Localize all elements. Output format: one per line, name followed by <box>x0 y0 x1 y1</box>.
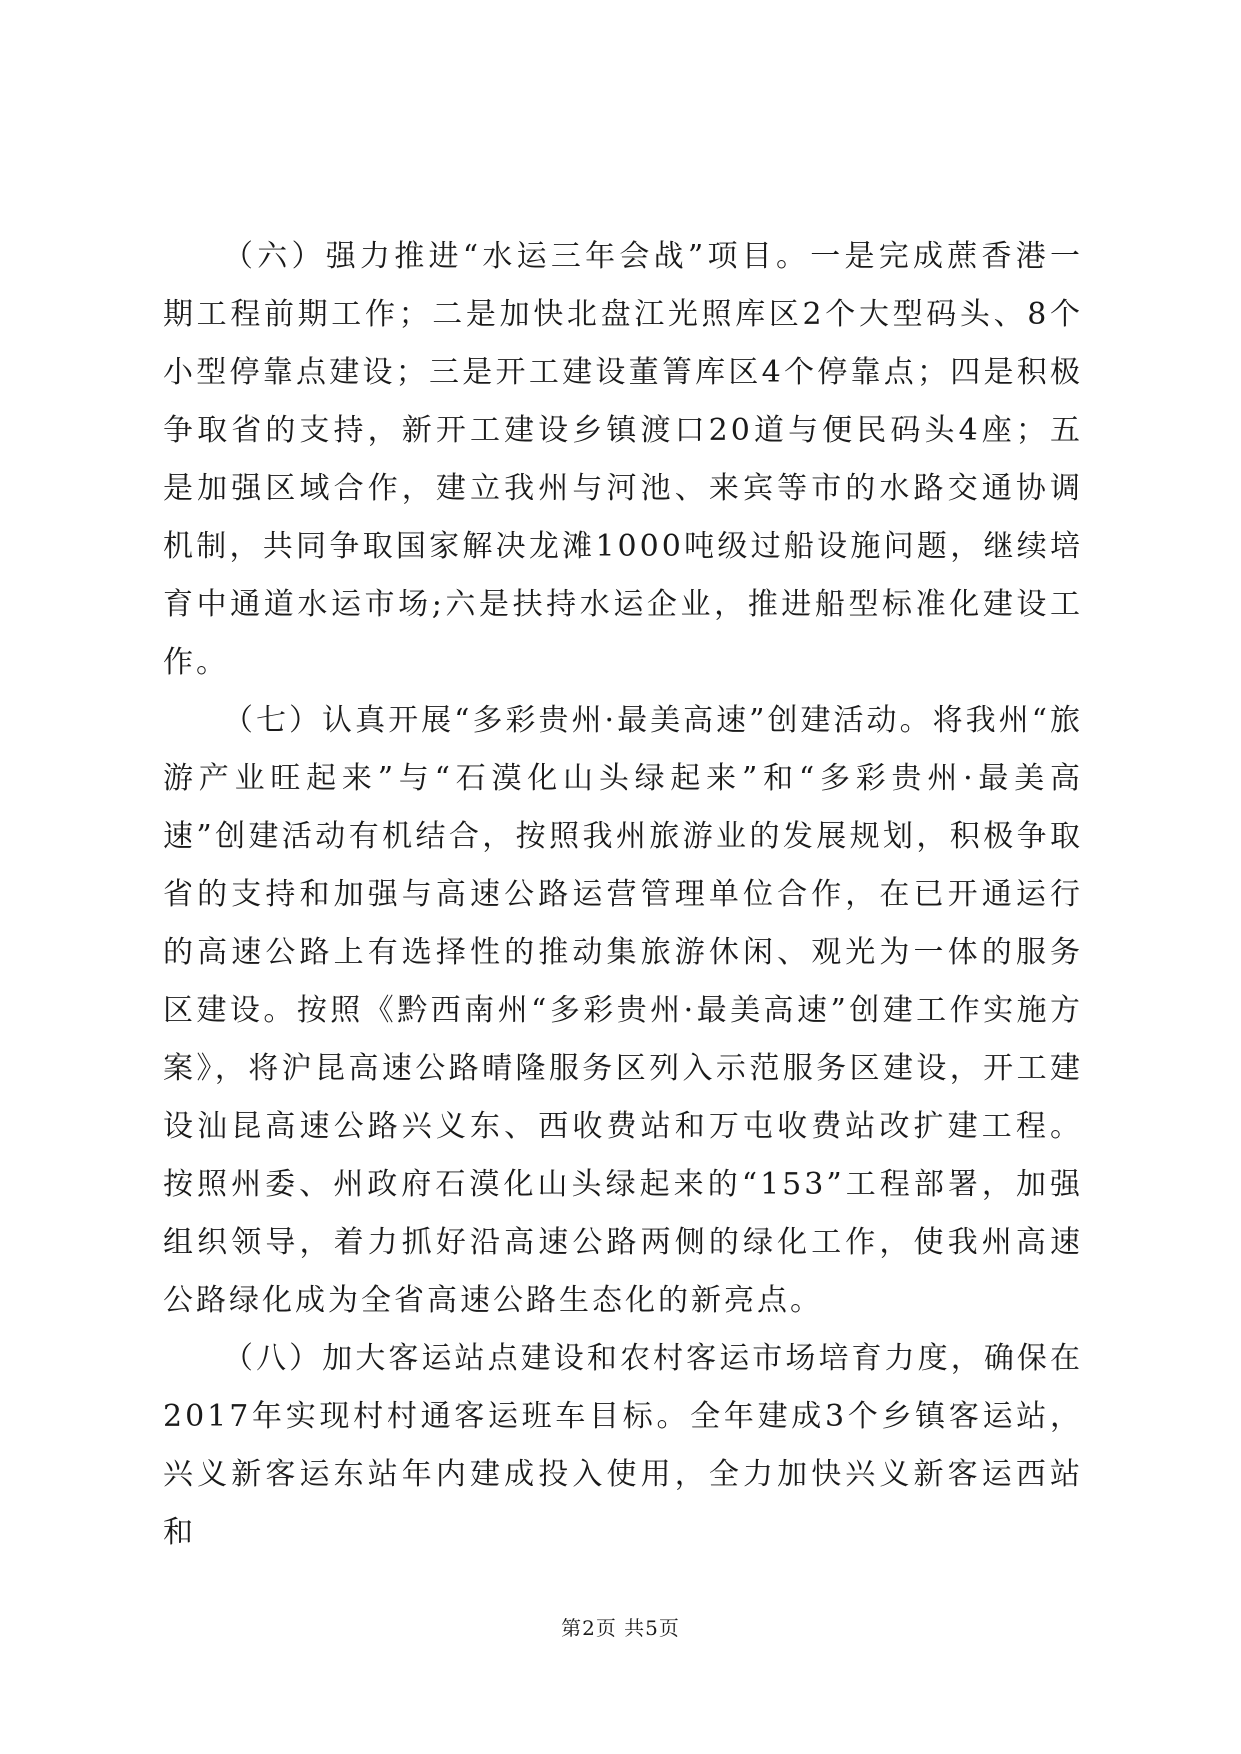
paragraph-7-highway: （七）认真开展“多彩贵州·最美高速”创建活动。将我州“旅游产业旺起来”与“石漠化山头绿起来”和“多彩贵州·最美高速”创建活动有机结合，按照我州旅游业的发展规划，积极争取省的支持和加强与高速公路运营管理单位合作，在已开通运行的高速公路上有选择性的推动集旅游休闲、观光为一体的服务区建设。按照《黔西南州“多彩贵州·最美高速”创建工作实施方案》，将沪昆高速公路晴隆服务区列入示范服务区建设，开工建设汕昆高速公路兴义东、西收费站和万屯收费站改扩建工程。按照州委、州政府石漠化山头绿起来的“153”工程部署，加强组织领导，着力抓好沿高速公路两侧的绿化工作，使我州高速公路绿化成为全省高速公路生态化的新亮点。 <box>163 703 1083 1318</box>
page-number-footer: 第2页 共5页 <box>561 1616 680 1640</box>
document-body <box>163 228 1083 1562</box>
paragraph-8-passenger-stations: （八）加大客运站点建设和农村客运市场培育力度，确保在2017年实现村村通客运班车目标。全年建成3个乡镇客运站，兴义新客运东站年内建成投入使用，全力加快兴义新客运西站和 <box>163 1341 1083 1550</box>
paragraph-6-waterway: （六）强力推进“水运三年会战”项目。一是完成蔗香港一期工程前期工作；二是加快北盘江光照库区2个大型码头、8个小型停靠点建设；三是开工建设董箐库区4个停靠点；四是积极争取省的支持，新开工建设乡镇渡口20道与便民码头4座；五是加强区域合作，建立我州与河池、来宾等市的水路交通协调机制，共同争取国家解决龙滩1000吨级过船设施问题，继续培育中通道水运市场;六是扶持水运企业，推进船型标准化建设工作。 <box>163 239 1083 680</box>
